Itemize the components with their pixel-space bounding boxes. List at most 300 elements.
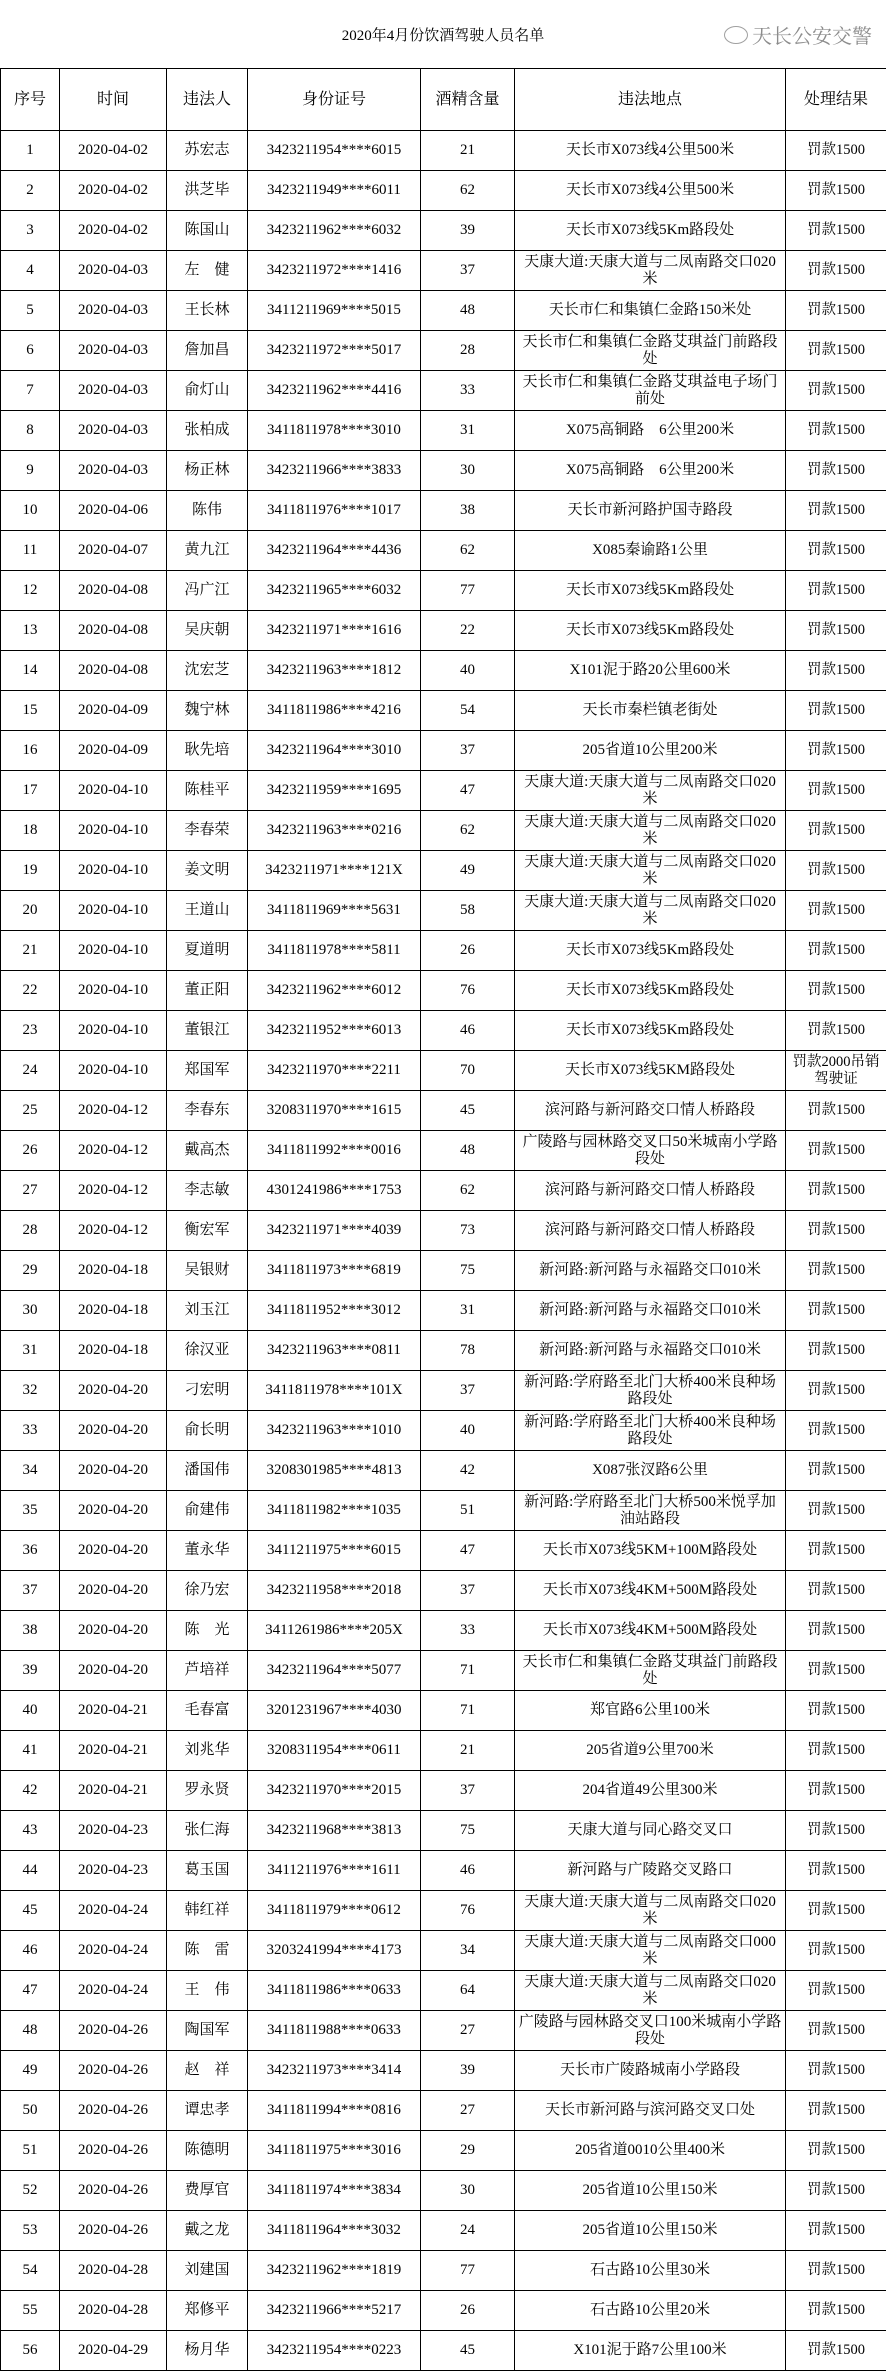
cell-id-number: 3411261986****205X xyxy=(248,1611,421,1651)
cell-offender: 陈 雷 xyxy=(167,1931,248,1971)
cell-index: 10 xyxy=(1,491,60,531)
header-result: 处理结果 xyxy=(786,69,886,131)
cell-time: 2020-04-03 xyxy=(60,371,167,411)
cell-result: 罚款1500 xyxy=(786,2291,886,2331)
cell-alcohol: 62 xyxy=(421,811,515,851)
cell-alcohol: 71 xyxy=(421,1651,515,1691)
cell-time: 2020-04-10 xyxy=(60,1051,167,1091)
cell-index: 38 xyxy=(1,1611,60,1651)
cell-alcohol: 75 xyxy=(421,1811,515,1851)
cell-time: 2020-04-08 xyxy=(60,571,167,611)
cell-time: 2020-04-26 xyxy=(60,2131,167,2171)
cell-result: 罚款1500 xyxy=(786,1531,886,1571)
cell-time: 2020-04-24 xyxy=(60,1891,167,1931)
cell-id-number: 3208301985****4813 xyxy=(248,1451,421,1491)
cell-index: 33 xyxy=(1,1411,60,1451)
cell-alcohol: 46 xyxy=(421,1011,515,1051)
cell-time: 2020-04-10 xyxy=(60,891,167,931)
cell-id-number: 3411211976****1611 xyxy=(248,1851,421,1891)
cell-index: 16 xyxy=(1,731,60,771)
cell-time: 2020-04-12 xyxy=(60,1131,167,1171)
cell-offender: 耿先培 xyxy=(167,731,248,771)
cell-result: 罚款1500 xyxy=(786,491,886,531)
cell-index: 20 xyxy=(1,891,60,931)
cell-result: 罚款1500 xyxy=(786,1291,886,1331)
cell-alcohol: 22 xyxy=(421,611,515,651)
cell-result: 罚款1500 xyxy=(786,1411,886,1451)
cell-location: 天长市X073线4KM+500M路段处 xyxy=(515,1571,786,1611)
cell-alcohol: 37 xyxy=(421,1771,515,1811)
cell-result: 罚款2000吊销驾驶证 xyxy=(786,1051,886,1091)
cell-location: 滨河路与新河路交口情人桥路段 xyxy=(515,1211,786,1251)
cell-id-number: 3208311970****1615 xyxy=(248,1091,421,1131)
cell-offender: 陈德明 xyxy=(167,2131,248,2171)
cell-result: 罚款1500 xyxy=(786,1371,886,1411)
cell-location: 广陵路与园林路交叉口100米城南小学路段处 xyxy=(515,2011,786,2051)
cell-index: 45 xyxy=(1,1891,60,1931)
cell-time: 2020-04-12 xyxy=(60,1211,167,1251)
cell-alcohol: 76 xyxy=(421,1891,515,1931)
cell-time: 2020-04-24 xyxy=(60,1971,167,2011)
cell-time: 2020-04-21 xyxy=(60,1771,167,1811)
table-row xyxy=(1,931,886,971)
cell-result: 罚款1500 xyxy=(786,731,886,771)
cell-location: 滨河路与新河路交口情人桥路段 xyxy=(515,1171,786,1211)
cell-offender: 王 伟 xyxy=(167,1971,248,2011)
cell-location: 天长市仁和集镇仁金路150米处 xyxy=(515,291,786,331)
cell-location: 天康大道与同心路交叉口 xyxy=(515,1811,786,1851)
cell-location: 天长市X073线5Km路段处 xyxy=(515,971,786,1011)
cell-offender: 衡宏军 xyxy=(167,1211,248,1251)
cell-result: 罚款1500 xyxy=(786,1171,886,1211)
cell-time: 2020-04-10 xyxy=(60,771,167,811)
cell-id-number: 3411811992****0016 xyxy=(248,1131,421,1171)
cell-offender: 俞长明 xyxy=(167,1411,248,1451)
cell-id-number: 3423211964****5077 xyxy=(248,1651,421,1691)
cell-id-number: 3423211963****0811 xyxy=(248,1331,421,1371)
offender-table xyxy=(0,68,886,2371)
cell-index: 54 xyxy=(1,2251,60,2291)
cell-id-number: 3411811978****3010 xyxy=(248,411,421,451)
cell-offender: 俞建伟 xyxy=(167,1491,248,1531)
cell-alcohol: 29 xyxy=(421,2131,515,2171)
cell-result: 罚款1500 xyxy=(786,1251,886,1291)
cell-result: 罚款1500 xyxy=(786,1851,886,1891)
cell-alcohol: 62 xyxy=(421,531,515,571)
cell-alcohol: 64 xyxy=(421,1971,515,2011)
cell-alcohol: 34 xyxy=(421,1931,515,1971)
table-row xyxy=(1,1731,886,1771)
cell-result: 罚款1500 xyxy=(786,211,886,251)
cell-result: 罚款1500 xyxy=(786,1451,886,1491)
cell-id-number: 3423211972****5017 xyxy=(248,331,421,371)
cell-offender: 吴银财 xyxy=(167,1251,248,1291)
cell-result: 罚款1500 xyxy=(786,2211,886,2251)
cell-id-number: 3208311954****0611 xyxy=(248,1731,421,1771)
table-row xyxy=(1,811,886,851)
cell-offender: 陈国山 xyxy=(167,211,248,251)
cell-location: 天长市新河路与滨河路交叉口处 xyxy=(515,2091,786,2131)
header-index: 序号 xyxy=(1,69,60,131)
cell-result: 罚款1500 xyxy=(786,651,886,691)
cell-alcohol: 37 xyxy=(421,251,515,291)
cell-result: 罚款1500 xyxy=(786,1651,886,1691)
cell-id-number: 3423211971****4039 xyxy=(248,1211,421,1251)
cell-alcohol: 40 xyxy=(421,1411,515,1451)
cell-offender: 戴高杰 xyxy=(167,1131,248,1171)
cell-time: 2020-04-03 xyxy=(60,251,167,291)
cell-time: 2020-04-10 xyxy=(60,931,167,971)
cell-time: 2020-04-20 xyxy=(60,1571,167,1611)
cell-result: 罚款1500 xyxy=(786,811,886,851)
cell-index: 3 xyxy=(1,211,60,251)
cell-alcohol: 39 xyxy=(421,211,515,251)
cell-result: 罚款1500 xyxy=(786,571,886,611)
cell-result: 罚款1500 xyxy=(786,1011,886,1051)
cell-location: 205省道0010公里400米 xyxy=(515,2131,786,2171)
cell-id-number: 3423211962****4416 xyxy=(248,371,421,411)
cell-offender: 徐汉亚 xyxy=(167,1331,248,1371)
cell-location: 天长市X073线5Km路段处 xyxy=(515,611,786,651)
table-row xyxy=(1,2091,886,2131)
cell-id-number: 3423211964****4436 xyxy=(248,531,421,571)
table-row xyxy=(1,1931,886,1971)
cell-result: 罚款1500 xyxy=(786,851,886,891)
cell-index: 46 xyxy=(1,1931,60,1971)
cell-location: 天康大道:天康大道与二凤南路交口020米 xyxy=(515,891,786,931)
table-row xyxy=(1,251,886,291)
cell-location: 天康大道:天康大道与二凤南路交口020米 xyxy=(515,251,786,291)
cell-alcohol: 37 xyxy=(421,1571,515,1611)
cell-index: 34 xyxy=(1,1451,60,1491)
watermark xyxy=(724,20,872,49)
cell-alcohol: 30 xyxy=(421,451,515,491)
cell-result: 罚款1500 xyxy=(786,1811,886,1851)
cell-location: 新河路:学府路至北门大桥400米良种场路段处 xyxy=(515,1371,786,1411)
table-row xyxy=(1,331,886,371)
cell-alcohol: 70 xyxy=(421,1051,515,1091)
table-row xyxy=(1,1691,886,1731)
cell-offender: 刁宏明 xyxy=(167,1371,248,1411)
header-offender: 违法人 xyxy=(167,69,248,131)
cell-id-number: 3411811982****1035 xyxy=(248,1491,421,1531)
cell-alcohol: 37 xyxy=(421,731,515,771)
cell-result: 罚款1500 xyxy=(786,411,886,451)
cell-index: 30 xyxy=(1,1291,60,1331)
cell-location: 天康大道:天康大道与二凤南路交口000米 xyxy=(515,1931,786,1971)
cell-alcohol: 21 xyxy=(421,131,515,171)
cell-offender: 罗永贤 xyxy=(167,1771,248,1811)
cell-location: 204省道49公里300米 xyxy=(515,1771,786,1811)
cell-id-number: 3411811988****0633 xyxy=(248,2011,421,2051)
cell-location: 天长市新河路护国寺路段 xyxy=(515,491,786,531)
cell-id-number: 3411811986****0633 xyxy=(248,1971,421,2011)
table-row xyxy=(1,1611,886,1651)
cell-offender: 潘国伟 xyxy=(167,1451,248,1491)
cell-location: 天长市仁和集镇仁金路艾琪益门前路段处 xyxy=(515,1651,786,1691)
cell-location: 天康大道:天康大道与二凤南路交口020米 xyxy=(515,771,786,811)
table-header-row xyxy=(1,69,886,131)
cell-index: 25 xyxy=(1,1091,60,1131)
cell-location: 天康大道:天康大道与二凤南路交口020米 xyxy=(515,1971,786,2011)
table-row xyxy=(1,2011,886,2051)
cell-index: 21 xyxy=(1,931,60,971)
cell-result: 罚款1500 xyxy=(786,931,886,971)
cell-offender: 刘建国 xyxy=(167,2251,248,2291)
cell-index: 53 xyxy=(1,2211,60,2251)
table-row xyxy=(1,491,886,531)
cell-time: 2020-04-09 xyxy=(60,691,167,731)
cell-offender: 谭忠孝 xyxy=(167,2091,248,2131)
cell-index: 18 xyxy=(1,811,60,851)
cell-offender: 洪芝毕 xyxy=(167,171,248,211)
cell-time: 2020-04-20 xyxy=(60,1651,167,1691)
cell-index: 56 xyxy=(1,2331,60,2371)
table-row xyxy=(1,1011,886,1051)
cell-offender: 戴之龙 xyxy=(167,2211,248,2251)
cell-time: 2020-04-26 xyxy=(60,2211,167,2251)
cell-location: 天长市X073线4公里500米 xyxy=(515,131,786,171)
cell-result: 罚款1500 xyxy=(786,1691,886,1731)
cell-result: 罚款1500 xyxy=(786,291,886,331)
cell-index: 7 xyxy=(1,371,60,411)
header-id-number: 身份证号 xyxy=(248,69,421,131)
cell-location: X101泥于路7公里100米 xyxy=(515,2331,786,2371)
cell-location: 滨河路与新河路交口情人桥路段 xyxy=(515,1091,786,1131)
cell-index: 2 xyxy=(1,171,60,211)
cell-id-number: 3423211968****3813 xyxy=(248,1811,421,1851)
cell-id-number: 3411811952****3012 xyxy=(248,1291,421,1331)
cell-offender: 俞灯山 xyxy=(167,371,248,411)
table-row xyxy=(1,651,886,691)
cell-location: 天长市X073线5Km路段处 xyxy=(515,571,786,611)
table-row xyxy=(1,1291,886,1331)
cell-time: 2020-04-24 xyxy=(60,1931,167,1971)
cell-time: 2020-04-12 xyxy=(60,1091,167,1131)
cell-index: 55 xyxy=(1,2291,60,2331)
cell-time: 2020-04-03 xyxy=(60,451,167,491)
cell-result: 罚款1500 xyxy=(786,251,886,291)
cell-result: 罚款1500 xyxy=(786,1131,886,1171)
cell-index: 12 xyxy=(1,571,60,611)
table-row xyxy=(1,731,886,771)
wechat-icon xyxy=(724,26,748,44)
table-row xyxy=(1,2131,886,2171)
cell-result: 罚款1500 xyxy=(786,1491,886,1531)
cell-location: 新河路:新河路与永福路交口010米 xyxy=(515,1291,786,1331)
table-row xyxy=(1,971,886,1011)
cell-time: 2020-04-10 xyxy=(60,811,167,851)
cell-offender: 黄九江 xyxy=(167,531,248,571)
cell-offender: 董正阳 xyxy=(167,971,248,1011)
cell-index: 11 xyxy=(1,531,60,571)
cell-offender: 王道山 xyxy=(167,891,248,931)
table-row xyxy=(1,1811,886,1851)
table-row xyxy=(1,2171,886,2211)
cell-location: 新河路与广陵路交叉路口 xyxy=(515,1851,786,1891)
cell-index: 40 xyxy=(1,1691,60,1731)
cell-alcohol: 45 xyxy=(421,1091,515,1131)
cell-result: 罚款1500 xyxy=(786,2131,886,2171)
cell-time: 2020-04-10 xyxy=(60,851,167,891)
cell-result: 罚款1500 xyxy=(786,451,886,491)
cell-id-number: 3423211958****2018 xyxy=(248,1571,421,1611)
table-row xyxy=(1,2251,886,2291)
cell-time: 2020-04-20 xyxy=(60,1371,167,1411)
cell-result: 罚款1500 xyxy=(786,611,886,651)
table-row xyxy=(1,2211,886,2251)
cell-alcohol: 45 xyxy=(421,2331,515,2371)
table-row xyxy=(1,1171,886,1211)
cell-time: 2020-04-18 xyxy=(60,1291,167,1331)
cell-alcohol: 38 xyxy=(421,491,515,531)
cell-time: 2020-04-08 xyxy=(60,651,167,691)
cell-time: 2020-04-20 xyxy=(60,1611,167,1651)
cell-offender: 张柏成 xyxy=(167,411,248,451)
cell-index: 6 xyxy=(1,331,60,371)
cell-alcohol: 24 xyxy=(421,2211,515,2251)
cell-time: 2020-04-02 xyxy=(60,131,167,171)
cell-offender: 毛春富 xyxy=(167,1691,248,1731)
cell-id-number: 3423211970****2015 xyxy=(248,1771,421,1811)
cell-index: 19 xyxy=(1,851,60,891)
cell-index: 23 xyxy=(1,1011,60,1051)
cell-time: 2020-04-23 xyxy=(60,1811,167,1851)
cell-offender: 杨正林 xyxy=(167,451,248,491)
cell-location: 新河路:新河路与永福路交口010米 xyxy=(515,1331,786,1371)
cell-alcohol: 78 xyxy=(421,1331,515,1371)
cell-time: 2020-04-26 xyxy=(60,2171,167,2211)
cell-time: 2020-04-03 xyxy=(60,291,167,331)
cell-id-number: 3423211965****6032 xyxy=(248,571,421,611)
cell-result: 罚款1500 xyxy=(786,331,886,371)
cell-time: 2020-04-26 xyxy=(60,2051,167,2091)
cell-location: X087张汊路6公里 xyxy=(515,1451,786,1491)
table-row xyxy=(1,1371,886,1411)
cell-time: 2020-04-20 xyxy=(60,1531,167,1571)
cell-time: 2020-04-07 xyxy=(60,531,167,571)
cell-result: 罚款1500 xyxy=(786,2331,886,2371)
cell-id-number: 3411811964****3032 xyxy=(248,2211,421,2251)
cell-offender: 郑修平 xyxy=(167,2291,248,2331)
cell-location: 天长市X073线5Km路段处 xyxy=(515,931,786,971)
table-row xyxy=(1,1331,886,1371)
page-title: 2020年4月份饮酒驾驶人员名单 xyxy=(341,27,545,44)
cell-location: 天长市仁和集镇仁金路艾琪益电子场门前处 xyxy=(515,371,786,411)
cell-index: 22 xyxy=(1,971,60,1011)
cell-id-number: 3423211954****6015 xyxy=(248,131,421,171)
cell-time: 2020-04-03 xyxy=(60,411,167,451)
cell-index: 4 xyxy=(1,251,60,291)
cell-alcohol: 75 xyxy=(421,1251,515,1291)
table-row xyxy=(1,1891,886,1931)
cell-index: 31 xyxy=(1,1331,60,1371)
table-row xyxy=(1,411,886,451)
cell-alcohol: 40 xyxy=(421,651,515,691)
cell-index: 36 xyxy=(1,1531,60,1571)
cell-id-number: 3423211954****0223 xyxy=(248,2331,421,2371)
cell-index: 43 xyxy=(1,1811,60,1851)
cell-id-number: 3423211964****3010 xyxy=(248,731,421,771)
cell-offender: 左 健 xyxy=(167,251,248,291)
cell-offender: 赵 祥 xyxy=(167,2051,248,2091)
cell-id-number: 3411811969****5631 xyxy=(248,891,421,931)
cell-id-number: 3423211962****1819 xyxy=(248,2251,421,2291)
cell-location: 天康大道:天康大道与二凤南路交口020米 xyxy=(515,1891,786,1931)
cell-index: 27 xyxy=(1,1171,60,1211)
cell-index: 15 xyxy=(1,691,60,731)
cell-offender: 徐乃宏 xyxy=(167,1571,248,1611)
table-row xyxy=(1,1491,886,1531)
cell-offender: 张仁海 xyxy=(167,1811,248,1851)
cell-offender: 陈 光 xyxy=(167,1611,248,1651)
cell-id-number: 3411811979****0612 xyxy=(248,1891,421,1931)
cell-alcohol: 71 xyxy=(421,1691,515,1731)
cell-offender: 李春东 xyxy=(167,1091,248,1131)
cell-location: 205省道9公里700米 xyxy=(515,1731,786,1771)
cell-time: 2020-04-03 xyxy=(60,331,167,371)
cell-index: 35 xyxy=(1,1491,60,1531)
cell-result: 罚款1500 xyxy=(786,1091,886,1131)
cell-time: 2020-04-06 xyxy=(60,491,167,531)
table-row xyxy=(1,211,886,251)
cell-location: 郑官路6公里100米 xyxy=(515,1691,786,1731)
cell-alcohol: 58 xyxy=(421,891,515,931)
cell-result: 罚款1500 xyxy=(786,2051,886,2091)
cell-time: 2020-04-20 xyxy=(60,1411,167,1451)
cell-id-number: 3411811978****5811 xyxy=(248,931,421,971)
cell-alcohol: 77 xyxy=(421,2251,515,2291)
cell-offender: 韩红祥 xyxy=(167,1891,248,1931)
cell-result: 罚款1500 xyxy=(786,891,886,931)
cell-index: 52 xyxy=(1,2171,60,2211)
cell-time: 2020-04-29 xyxy=(60,2331,167,2371)
cell-time: 2020-04-02 xyxy=(60,211,167,251)
header-time: 时间 xyxy=(60,69,167,131)
cell-location: X101泥于路20公里600米 xyxy=(515,651,786,691)
cell-id-number: 3423211966****3833 xyxy=(248,451,421,491)
cell-result: 罚款1500 xyxy=(786,2251,886,2291)
cell-time: 2020-04-26 xyxy=(60,2091,167,2131)
cell-location: 天长市X073线4公里500米 xyxy=(515,171,786,211)
cell-id-number: 3411211975****6015 xyxy=(248,1531,421,1571)
cell-time: 2020-04-23 xyxy=(60,1851,167,1891)
cell-id-number: 3411811986****4216 xyxy=(248,691,421,731)
cell-index: 5 xyxy=(1,291,60,331)
cell-alcohol: 30 xyxy=(421,2171,515,2211)
cell-id-number: 3423211963****1812 xyxy=(248,651,421,691)
cell-id-number: 3423211962****6032 xyxy=(248,211,421,251)
table-row xyxy=(1,371,886,411)
cell-index: 9 xyxy=(1,451,60,491)
cell-offender: 李春荣 xyxy=(167,811,248,851)
table-row xyxy=(1,1451,886,1491)
cell-result: 罚款1500 xyxy=(786,1771,886,1811)
table-row xyxy=(1,1091,886,1131)
cell-time: 2020-04-26 xyxy=(60,2011,167,2051)
cell-offender: 芦培祥 xyxy=(167,1651,248,1691)
table-row xyxy=(1,131,886,171)
cell-time: 2020-04-10 xyxy=(60,971,167,1011)
table-row xyxy=(1,531,886,571)
table-row xyxy=(1,2051,886,2091)
cell-index: 47 xyxy=(1,1971,60,2011)
header-alcohol: 酒精含量 xyxy=(421,69,515,131)
cell-index: 13 xyxy=(1,611,60,651)
cell-index: 26 xyxy=(1,1131,60,1171)
cell-alcohol: 51 xyxy=(421,1491,515,1531)
header-location: 违法地点 xyxy=(515,69,786,131)
